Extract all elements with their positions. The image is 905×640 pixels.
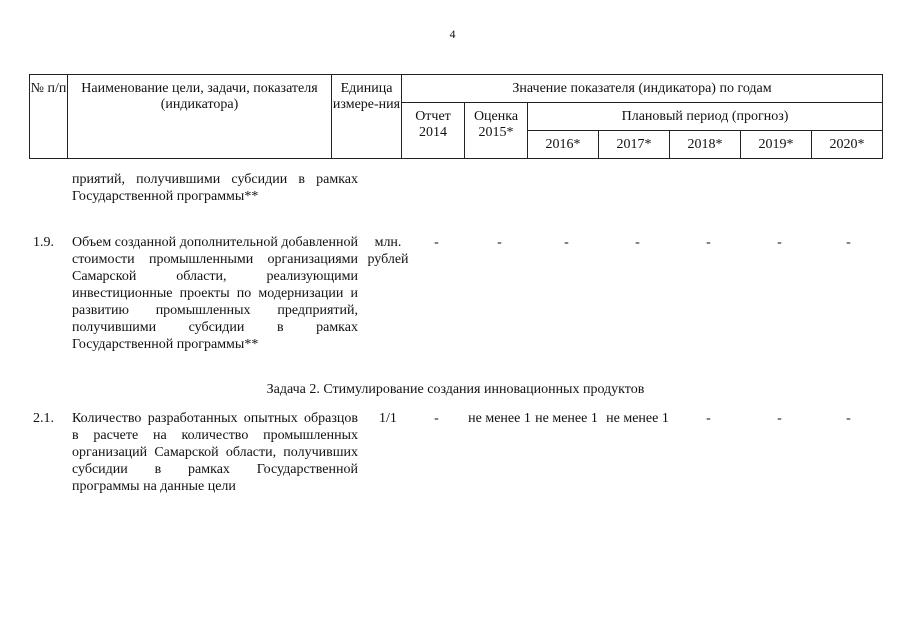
header-num: № п/п <box>30 75 68 159</box>
header-report: Отчет 2014 <box>402 103 465 159</box>
header-year: 2019* <box>741 131 812 159</box>
row-unit: 1/1 <box>379 411 397 426</box>
value-2020: - <box>846 411 851 426</box>
value-2018: - <box>706 235 711 250</box>
value-2020: - <box>846 235 851 250</box>
row-unit: млн. рублей <box>367 235 409 267</box>
value-estimate: - <box>497 235 502 250</box>
value-2017: не менее 1 <box>606 411 669 426</box>
task-2-heading: Задача 2. Стимулирование создания инновационных продуктов <box>266 382 645 397</box>
row-name: приятий, получившими субсидии в рамках Государственной программы** <box>72 172 358 204</box>
header-year: 2020* <box>812 131 883 159</box>
value-2019: - <box>777 411 782 426</box>
value-2016: - <box>564 235 569 250</box>
header-name: Наименование цели, задачи, показателя (индикатора) <box>68 75 332 159</box>
value-report: - <box>434 411 439 426</box>
header-year: 2016* <box>528 131 599 159</box>
value-2017: - <box>635 235 640 250</box>
header-estimate: Оценка 2015* <box>465 103 528 159</box>
row-name: Количество разработанных опытных образцов в расчете на количество промышленных организаций Самарской области, получивших субсидии в рамках Государственной программы на данные цели <box>72 411 358 494</box>
header-year: 2017* <box>599 131 670 159</box>
header-unit: Единица измере-ния <box>332 75 402 159</box>
row-number: 1.9. <box>33 235 54 250</box>
value-report: - <box>434 235 439 250</box>
page-number: 4 <box>449 27 456 41</box>
value-estimate: не менее 1 <box>468 411 531 426</box>
value-2018: - <box>706 411 711 426</box>
header-values: Значение показателя (индикатора) по годам <box>402 75 883 103</box>
header-plan: Плановый период (прогноз) <box>528 103 883 131</box>
value-2016: не менее 1 <box>535 411 598 426</box>
header-year: 2018* <box>670 131 741 159</box>
row-name: Объем созданной дополнительной добавленной стоимости промышленными организациями Самарской области, реализующими инвестиционные проекты по модернизации и развитию промышленных предприятий, получившими субсидии в рамках Государственной программы** <box>72 235 358 352</box>
header-table <box>29 74 883 159</box>
row-number: 2.1. <box>33 411 54 426</box>
value-2019: - <box>777 235 782 250</box>
